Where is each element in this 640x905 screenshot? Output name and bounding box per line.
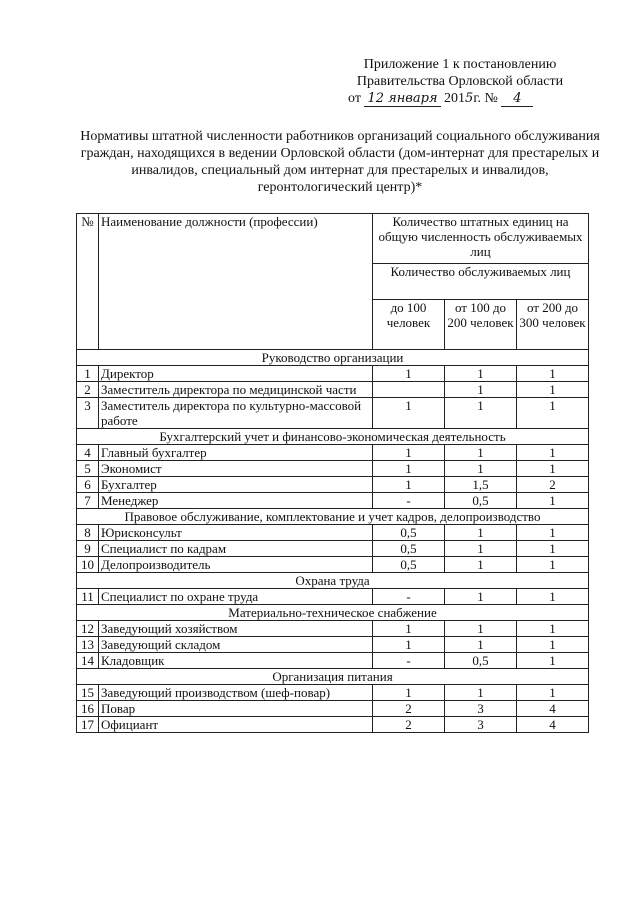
section-heading: Охрана труда: [77, 573, 589, 589]
col-c-header: от 200 до 300 человек: [517, 300, 589, 350]
position-name: Заместитель директора по медицинской части: [99, 382, 373, 398]
value-up-to-100: [373, 382, 445, 398]
col-number-header: №: [77, 214, 99, 350]
value-100-200: 1: [445, 398, 517, 429]
table-row: [77, 557, 589, 573]
position-name: Официант: [99, 717, 373, 733]
value-200-300: 1: [517, 557, 589, 573]
value-up-to-100: 0,5: [373, 557, 445, 573]
value-up-to-100: 0,5: [373, 541, 445, 557]
col-subgroup-header: Количество обслуживаемых лиц: [373, 264, 589, 300]
value-200-300: 4: [517, 717, 589, 733]
section-heading: Бухгалтерский учет и финансово-экономическая деятельность: [77, 429, 589, 445]
value-100-200: 1: [445, 461, 517, 477]
value-up-to-100: 1: [373, 685, 445, 701]
table-row: [77, 637, 589, 653]
value-up-to-100: 1: [373, 621, 445, 637]
position-name: Бухгалтер: [99, 477, 373, 493]
value-100-200: 3: [445, 717, 517, 733]
section-heading: Материально-техническое снабжение: [77, 605, 589, 621]
value-up-to-100: 2: [373, 701, 445, 717]
row-number: 15: [77, 685, 99, 701]
position-name: Директор: [99, 366, 373, 382]
value-up-to-100: 1: [373, 445, 445, 461]
annex-header: [330, 56, 590, 107]
table-row: [77, 621, 589, 637]
col-group-header: Количество штатных единиц на общую численность обслуживаемых лиц: [373, 214, 589, 264]
row-number: 12: [77, 621, 99, 637]
handwritten-year-digit: 5: [465, 91, 474, 106]
value-up-to-100: 1: [373, 637, 445, 653]
row-number: 1: [77, 366, 99, 382]
table-row: [77, 685, 589, 701]
position-name: Специалист по охране труда: [99, 589, 373, 605]
value-100-200: 1: [445, 589, 517, 605]
section-heading: Организация питания: [77, 669, 589, 685]
row-number: 3: [77, 398, 99, 429]
value-200-300: 1: [517, 382, 589, 398]
value-up-to-100: 1: [373, 477, 445, 493]
value-up-to-100: -: [373, 493, 445, 509]
table-row: [77, 525, 589, 541]
row-number: 13: [77, 637, 99, 653]
value-100-200: 1: [445, 541, 517, 557]
row-number: 2: [77, 382, 99, 398]
row-number: 16: [77, 701, 99, 717]
value-200-300: 1: [517, 398, 589, 429]
row-number: 4: [77, 445, 99, 461]
value-100-200: 1: [445, 637, 517, 653]
row-number: 8: [77, 525, 99, 541]
col-b-header: от 100 до 200 человек: [445, 300, 517, 350]
value-100-200: 1: [445, 621, 517, 637]
value-200-300: 1: [517, 541, 589, 557]
date-year: 201: [444, 91, 466, 106]
date-number-label: г. №: [473, 91, 498, 106]
table-row: [77, 717, 589, 733]
value-100-200: 0,5: [445, 493, 517, 509]
value-100-200: 1: [445, 445, 517, 461]
position-name: Менеджер: [99, 493, 373, 509]
value-200-300: 4: [517, 701, 589, 717]
section-heading: Правовое обслуживание, комплектование и учет кадров, делопроизводство: [77, 509, 589, 525]
staffing-table: [76, 213, 589, 733]
position-name: Повар: [99, 701, 373, 717]
value-200-300: 1: [517, 685, 589, 701]
value-100-200: 1: [445, 685, 517, 701]
annex-date-line: [330, 90, 590, 107]
row-number: 11: [77, 589, 99, 605]
row-number: 17: [77, 717, 99, 733]
row-number: 6: [77, 477, 99, 493]
value-100-200: 1,5: [445, 477, 517, 493]
value-up-to-100: -: [373, 653, 445, 669]
table-row: [77, 493, 589, 509]
table-row: [77, 541, 589, 557]
row-number: 7: [77, 493, 99, 509]
annex-line-1: Приложение 1 к постановлению: [363, 57, 557, 72]
value-200-300: 1: [517, 525, 589, 541]
date-prefix: от: [348, 91, 361, 106]
value-100-200: 3: [445, 701, 517, 717]
value-200-300: 1: [517, 589, 589, 605]
value-200-300: 1: [517, 637, 589, 653]
table-row: [77, 445, 589, 461]
value-200-300: 1: [517, 493, 589, 509]
table-row: [77, 366, 589, 382]
value-up-to-100: 1: [373, 366, 445, 382]
document-title: Нормативы штатной численности работников организаций социального обслуживания граждан, находящихся в ведении Орловской области (дом-интернат для престарелых и инвалидов, специальный дом интернат для престарелых и инвалидов, геронтологический центр)*: [80, 129, 600, 195]
col-a-header: до 100 человек: [373, 300, 445, 350]
value-100-200: 1: [445, 525, 517, 541]
row-number: 10: [77, 557, 99, 573]
col-name-header: Наименование должности (профессии): [99, 214, 373, 350]
position-name: Заместитель директора по культурно-массовой работе: [99, 398, 373, 429]
table-row: [77, 701, 589, 717]
value-200-300: 1: [517, 621, 589, 637]
table-row: [77, 382, 589, 398]
value-up-to-100: 1: [373, 398, 445, 429]
position-name: Заведующий складом: [99, 637, 373, 653]
value-200-300: 1: [517, 461, 589, 477]
position-name: Делопроизводитель: [99, 557, 373, 573]
row-number: 9: [77, 541, 99, 557]
value-200-300: 1: [517, 366, 589, 382]
value-100-200: 1: [445, 366, 517, 382]
value-200-300: 1: [517, 445, 589, 461]
value-200-300: 1: [517, 653, 589, 669]
position-name: Юрисконсульт: [99, 525, 373, 541]
annex-line-2: Правительства Орловской области: [356, 74, 564, 89]
position-name: Заведующий производством (шеф-повар): [99, 685, 373, 701]
handwritten-date: 12 января: [364, 92, 440, 107]
row-number: 14: [77, 653, 99, 669]
position-name: Главный бухгалтер: [99, 445, 373, 461]
table-row: [77, 653, 589, 669]
position-name: Экономист: [99, 461, 373, 477]
position-name: Заведующий хозяйством: [99, 621, 373, 637]
position-name: Кладовщик: [99, 653, 373, 669]
handwritten-number: 4: [501, 92, 533, 107]
position-name: Специалист по кадрам: [99, 541, 373, 557]
value-100-200: 1: [445, 557, 517, 573]
table-row: [77, 398, 589, 429]
value-up-to-100: 2: [373, 717, 445, 733]
value-100-200: 1: [445, 382, 517, 398]
value-up-to-100: 0,5: [373, 525, 445, 541]
table-row: [77, 477, 589, 493]
value-100-200: 0,5: [445, 653, 517, 669]
row-number: 5: [77, 461, 99, 477]
value-up-to-100: -: [373, 589, 445, 605]
table-row: [77, 589, 589, 605]
section-heading: Руководство организации: [77, 350, 589, 366]
value-200-300: 2: [517, 477, 589, 493]
table-row: [77, 461, 589, 477]
value-up-to-100: 1: [373, 461, 445, 477]
